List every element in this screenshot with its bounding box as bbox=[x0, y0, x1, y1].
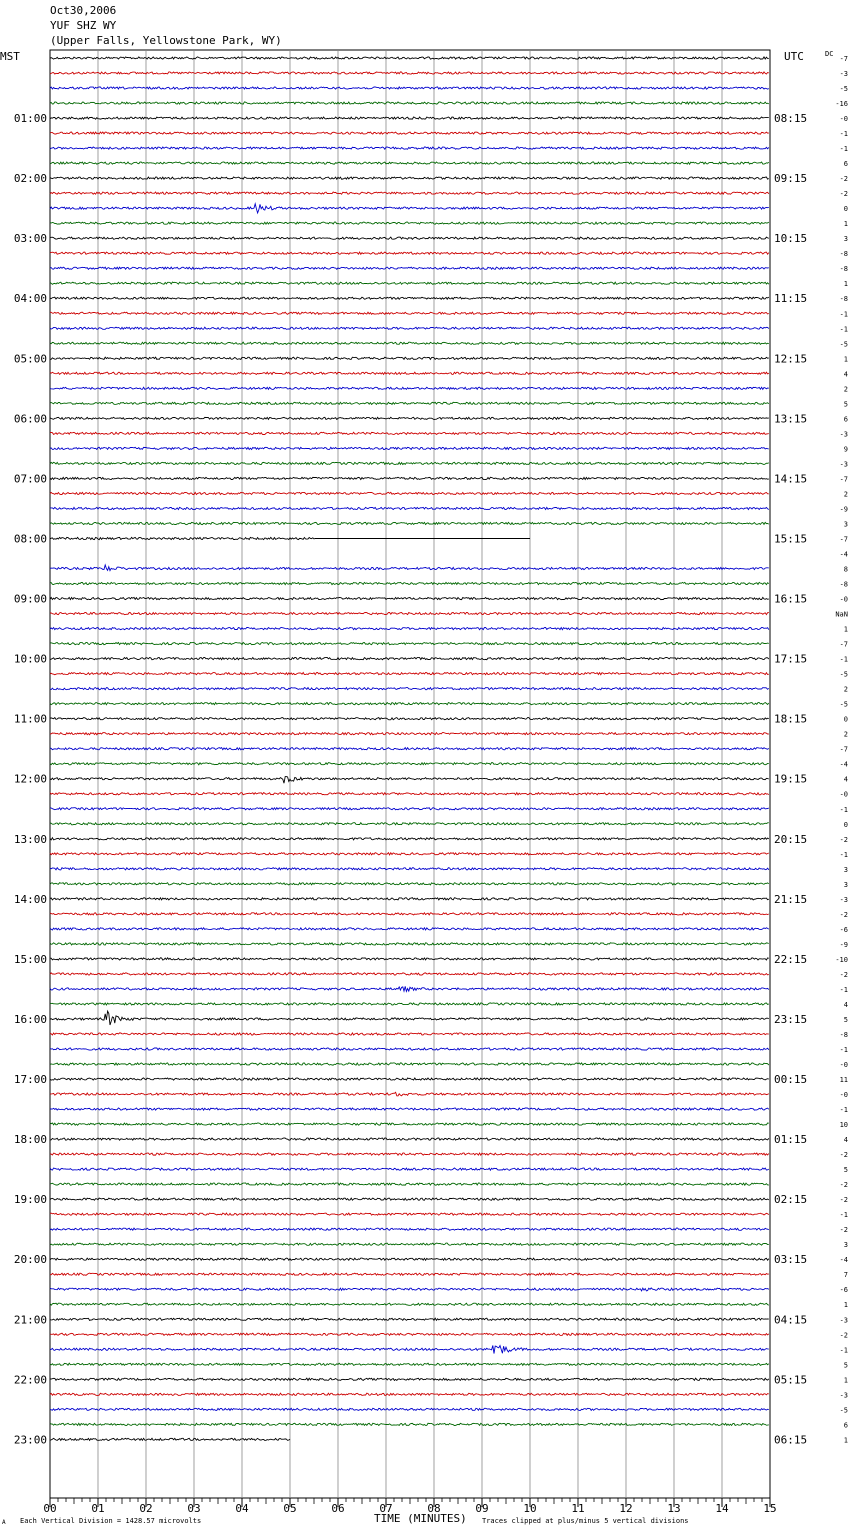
dc-offset-label: 6 bbox=[843, 1421, 848, 1430]
trace-line bbox=[50, 237, 769, 239]
dc-offset-label: 9 bbox=[843, 445, 848, 454]
trace-line bbox=[50, 507, 769, 509]
trace-line bbox=[50, 132, 769, 134]
trace-line bbox=[50, 1423, 769, 1425]
x-tick-label: 10 bbox=[523, 1502, 537, 1515]
trace-line bbox=[50, 565, 769, 571]
dc-offset-label: -8 bbox=[839, 580, 848, 589]
trace-line bbox=[50, 357, 769, 359]
dc-offset-label: -2 bbox=[839, 1226, 848, 1235]
right-hour-label: 05:15 bbox=[774, 1373, 808, 1387]
dc-offset-label: -3 bbox=[839, 430, 848, 439]
right-hour-label: 01:15 bbox=[774, 1133, 808, 1147]
dc-offset-label: -1 bbox=[839, 1045, 848, 1054]
trace-line bbox=[50, 883, 769, 885]
right-hour-label: 10:15 bbox=[774, 232, 808, 246]
right-hour-label: 22:15 bbox=[774, 952, 808, 966]
trace-line bbox=[50, 943, 769, 945]
dc-offset-label: -2 bbox=[839, 1196, 848, 1205]
right-hour-label: 18:15 bbox=[774, 712, 808, 726]
trace-line bbox=[50, 87, 769, 89]
trace-line bbox=[50, 1011, 769, 1025]
dc-offset-label: -5 bbox=[839, 340, 848, 349]
dc-offset-label: 3 bbox=[843, 865, 848, 874]
dc-offset-label: -0 bbox=[839, 790, 848, 799]
right-hour-label: 17:15 bbox=[774, 652, 808, 666]
trace-line bbox=[50, 1168, 769, 1170]
right-hour-label: 20:15 bbox=[774, 832, 808, 846]
x-tick-label: 07 bbox=[379, 1502, 393, 1515]
dc-offset-label: 3 bbox=[843, 520, 848, 529]
x-tick-label: 06 bbox=[331, 1502, 345, 1515]
left-hour-label: 14:00 bbox=[13, 892, 47, 906]
dc-offset-label: 4 bbox=[843, 775, 848, 784]
trace-line bbox=[50, 204, 769, 213]
trace-line bbox=[50, 447, 769, 449]
left-hour-label: 08:00 bbox=[13, 532, 47, 546]
left-hour-label: 06:00 bbox=[13, 412, 47, 426]
dc-header-label: DC bbox=[825, 50, 834, 58]
left-timezone-label: MST bbox=[0, 50, 20, 63]
x-tick-label: 15 bbox=[763, 1502, 777, 1515]
dc-offset-label: -3 bbox=[839, 1391, 848, 1400]
right-hour-label: 21:15 bbox=[774, 892, 808, 906]
trace-line bbox=[50, 1198, 769, 1200]
dc-offset-label: -3 bbox=[839, 1316, 848, 1325]
dc-offset-label: -2 bbox=[839, 970, 848, 979]
left-hour-label: 09:00 bbox=[13, 592, 47, 606]
trace-line bbox=[50, 898, 769, 900]
trace-line bbox=[50, 1363, 769, 1365]
trace-line bbox=[50, 628, 769, 630]
trace-line bbox=[50, 733, 769, 735]
trace-line bbox=[50, 1346, 769, 1354]
trace-line bbox=[50, 1063, 769, 1065]
dc-offset-label: 5 bbox=[843, 400, 848, 409]
trace-line bbox=[50, 1228, 769, 1230]
dc-offset-label: 10 bbox=[839, 1121, 848, 1130]
trace-line bbox=[50, 1183, 769, 1185]
trace-line bbox=[50, 673, 769, 675]
trace-line bbox=[50, 282, 769, 284]
right-hour-label: 19:15 bbox=[774, 772, 808, 786]
left-hour-label: 19:00 bbox=[13, 1193, 47, 1207]
trace-line bbox=[50, 1108, 769, 1110]
x-tick-label: 08 bbox=[427, 1502, 441, 1515]
dc-offset-label: 2 bbox=[843, 385, 848, 394]
trace-line bbox=[50, 387, 769, 389]
x-tick-label: 12 bbox=[619, 1502, 633, 1515]
trace-line bbox=[50, 748, 769, 750]
trace-line bbox=[50, 853, 769, 855]
dc-offset-label: 2 bbox=[843, 685, 848, 694]
corner-mark: A bbox=[2, 1519, 6, 1526]
trace-line bbox=[50, 477, 769, 479]
dc-offset-label: 2 bbox=[843, 490, 848, 499]
dc-offset-label: -1 bbox=[839, 325, 848, 334]
dc-offset-label: -8 bbox=[839, 250, 848, 259]
trace-line bbox=[50, 823, 769, 825]
x-axis-title: TIME (MINUTES) bbox=[374, 1512, 467, 1525]
left-hour-label: 16:00 bbox=[13, 1012, 47, 1026]
x-tick-label: 00 bbox=[43, 1502, 57, 1515]
header-date: Oct30,2006 bbox=[50, 4, 117, 17]
trace-line bbox=[50, 1153, 769, 1155]
trace-line bbox=[50, 808, 769, 810]
right-hour-label: 15:15 bbox=[774, 532, 808, 546]
trace-line bbox=[50, 372, 769, 374]
trace-line bbox=[50, 252, 769, 254]
dc-offset-label: -7 bbox=[839, 535, 848, 544]
trace-line bbox=[50, 402, 769, 404]
trace-line bbox=[50, 763, 769, 765]
trace-line bbox=[50, 1243, 769, 1245]
trace-line bbox=[50, 327, 769, 329]
dc-offset-label: -0 bbox=[839, 1061, 848, 1070]
right-hour-label: 13:15 bbox=[774, 412, 808, 426]
dc-offset-label: -1 bbox=[839, 985, 848, 994]
trace-line bbox=[50, 102, 769, 104]
dc-offset-label: -7 bbox=[839, 745, 848, 754]
trace-line bbox=[50, 1213, 769, 1215]
right-timezone-label: UTC bbox=[784, 50, 804, 63]
dc-offset-label: NaN bbox=[835, 610, 848, 619]
dc-offset-label: 5 bbox=[843, 1361, 848, 1370]
left-hour-label: 23:00 bbox=[13, 1433, 47, 1447]
trace-line bbox=[50, 72, 769, 74]
trace-line bbox=[50, 643, 769, 645]
label-group bbox=[14, 55, 848, 1515]
trace-line bbox=[50, 1003, 769, 1005]
trace-line bbox=[50, 958, 769, 960]
x-tick-label: 02 bbox=[139, 1502, 153, 1515]
dc-offset-label: 0 bbox=[843, 715, 848, 724]
x-tick-label: 09 bbox=[475, 1502, 489, 1515]
dc-offset-label: -2 bbox=[839, 910, 848, 919]
dc-offset-label: -3 bbox=[839, 70, 848, 79]
trace-line bbox=[50, 793, 769, 795]
trace-line bbox=[50, 177, 769, 179]
trace-line bbox=[50, 1123, 769, 1125]
right-hour-label: 04:15 bbox=[774, 1313, 808, 1327]
dc-offset-label: -9 bbox=[839, 940, 848, 949]
dc-offset-label: -5 bbox=[839, 670, 848, 679]
trace-line bbox=[50, 192, 769, 194]
dc-offset-label: -2 bbox=[839, 175, 848, 184]
trace-line bbox=[50, 1408, 769, 1410]
dc-offset-label: 1 bbox=[843, 1376, 848, 1385]
dc-offset-label: -3 bbox=[839, 460, 848, 469]
trace-line bbox=[50, 868, 769, 870]
left-hour-label: 22:00 bbox=[13, 1373, 47, 1387]
dc-offset-label: -8 bbox=[839, 295, 848, 304]
dc-offset-label: -1 bbox=[839, 655, 848, 664]
trace-line bbox=[50, 1438, 290, 1440]
x-tick-label: 04 bbox=[235, 1502, 249, 1515]
right-hour-label: 06:15 bbox=[774, 1433, 808, 1447]
dc-offset-label: -1 bbox=[839, 805, 848, 814]
dc-offset-label: 0 bbox=[843, 820, 848, 829]
trace-line bbox=[50, 703, 769, 705]
dc-offset-label: 1 bbox=[843, 1436, 848, 1445]
trace-line bbox=[50, 688, 769, 690]
trace-line bbox=[50, 1033, 769, 1035]
trace-line bbox=[50, 973, 769, 975]
dc-offset-label: 5 bbox=[843, 1015, 848, 1024]
left-hour-label: 05:00 bbox=[13, 352, 47, 366]
trace-line bbox=[50, 522, 769, 524]
trace-line bbox=[50, 597, 769, 599]
dc-offset-label: -8 bbox=[839, 1030, 848, 1039]
dc-offset-label: 8 bbox=[843, 565, 848, 574]
dc-offset-label: -10 bbox=[835, 955, 848, 964]
dc-offset-label: -8 bbox=[839, 265, 848, 274]
dc-offset-label: -4 bbox=[839, 1256, 848, 1265]
dc-offset-label: -0 bbox=[839, 595, 848, 604]
left-hour-label: 04:00 bbox=[13, 292, 47, 306]
trace-line bbox=[50, 147, 769, 149]
trace-line bbox=[50, 1288, 769, 1291]
header-location: (Upper Falls, Yellowstone Park, WY) bbox=[50, 34, 282, 47]
dc-offset-label: -0 bbox=[839, 1091, 848, 1100]
trace-line bbox=[50, 1258, 769, 1260]
dc-offset-label: -7 bbox=[839, 55, 848, 63]
dc-offset-label: -7 bbox=[839, 475, 848, 484]
dc-offset-label: -1 bbox=[839, 130, 848, 139]
trace-line bbox=[50, 222, 769, 224]
dc-offset-label: -4 bbox=[839, 550, 848, 559]
dc-offset-label: 11 bbox=[839, 1076, 848, 1085]
trace-line bbox=[50, 462, 769, 464]
right-hour-label: 08:15 bbox=[774, 112, 808, 126]
trace-line bbox=[50, 162, 769, 164]
right-hour-label: 14:15 bbox=[774, 472, 808, 486]
dc-offset-label: -2 bbox=[839, 1331, 848, 1340]
trace-line bbox=[50, 267, 769, 269]
trace-group bbox=[50, 57, 769, 1441]
left-hour-label: 11:00 bbox=[13, 712, 47, 726]
right-hour-label: 02:15 bbox=[774, 1193, 808, 1207]
trace-line bbox=[50, 777, 769, 784]
x-tick-label: 11 bbox=[571, 1502, 585, 1515]
x-tick-label: 14 bbox=[715, 1502, 729, 1515]
dc-offset-label: -3 bbox=[839, 895, 848, 904]
dc-offset-label: -9 bbox=[839, 505, 848, 514]
left-hour-label: 10:00 bbox=[13, 652, 47, 666]
trace-line bbox=[50, 1138, 769, 1140]
right-hour-label: 03:15 bbox=[774, 1253, 808, 1267]
trace-line bbox=[50, 492, 769, 494]
vertical-division-note: Each Vertical Division = 1428.57 microvolts bbox=[20, 1517, 202, 1525]
x-tick-label: 01 bbox=[91, 1502, 105, 1515]
x-tick-label: 13 bbox=[667, 1502, 681, 1515]
left-hour-label: 12:00 bbox=[13, 772, 47, 786]
dc-offset-label: -1 bbox=[839, 1106, 848, 1115]
clip-note: Traces clipped at plus/minus 5 vertical divisions bbox=[482, 1517, 689, 1525]
trace-line bbox=[50, 1393, 769, 1395]
left-hour-label: 18:00 bbox=[13, 1133, 47, 1147]
dc-offset-label: -1 bbox=[839, 1346, 848, 1355]
trace-line bbox=[50, 1378, 769, 1380]
dc-offset-label: 4 bbox=[843, 1136, 848, 1145]
dc-offset-label: 1 bbox=[843, 625, 848, 634]
left-hour-label: 17:00 bbox=[13, 1073, 47, 1087]
dc-offset-label: -5 bbox=[839, 85, 848, 94]
trace-line bbox=[50, 312, 769, 314]
trace-line bbox=[50, 838, 769, 840]
header-station: YUF SHZ WY bbox=[50, 19, 117, 32]
right-hour-label: 09:15 bbox=[774, 172, 808, 186]
dc-offset-label: -2 bbox=[839, 1151, 848, 1160]
left-hour-label: 02:00 bbox=[13, 172, 47, 186]
trace-line bbox=[50, 718, 769, 720]
right-hour-label: 12:15 bbox=[774, 352, 808, 366]
trace-line bbox=[50, 1318, 769, 1320]
trace-line bbox=[50, 57, 769, 59]
trace-line bbox=[50, 117, 769, 119]
dc-offset-label: -6 bbox=[839, 925, 848, 934]
right-hour-label: 16:15 bbox=[774, 592, 808, 606]
dc-offset-label: -2 bbox=[839, 190, 848, 199]
x-tick-label: 05 bbox=[283, 1502, 297, 1515]
trace-line bbox=[50, 432, 769, 434]
trace-line bbox=[50, 913, 769, 915]
dc-offset-label: -1 bbox=[839, 1211, 848, 1220]
left-hour-label: 15:00 bbox=[13, 952, 47, 966]
left-hour-label: 20:00 bbox=[13, 1253, 47, 1267]
dc-offset-label: -16 bbox=[835, 100, 848, 109]
dc-offset-label: -5 bbox=[839, 700, 848, 709]
left-hour-label: 01:00 bbox=[13, 112, 47, 126]
x-tick-label: 03 bbox=[187, 1502, 201, 1515]
dc-offset-label: 3 bbox=[843, 235, 848, 244]
trace-line bbox=[50, 1092, 769, 1096]
right-hour-label: 23:15 bbox=[774, 1012, 808, 1026]
dc-offset-label: -7 bbox=[839, 640, 848, 649]
trace-line bbox=[50, 613, 769, 615]
dc-offset-label: 1 bbox=[843, 1301, 848, 1310]
left-hour-label: 07:00 bbox=[13, 472, 47, 486]
dc-offset-label: 6 bbox=[843, 160, 848, 169]
dc-offset-label: 1 bbox=[843, 220, 848, 229]
dc-offset-label: -0 bbox=[839, 115, 848, 124]
dc-offset-label: -1 bbox=[839, 145, 848, 154]
trace-line bbox=[50, 297, 769, 299]
right-hour-label: 00:15 bbox=[774, 1073, 808, 1087]
trace-line bbox=[50, 1048, 769, 1050]
dc-offset-label: -4 bbox=[839, 760, 848, 769]
dc-offset-label: 3 bbox=[843, 1241, 848, 1250]
trace-line bbox=[50, 417, 769, 419]
dc-offset-label: 3 bbox=[843, 880, 848, 889]
trace-line bbox=[50, 582, 769, 584]
dc-offset-label: 1 bbox=[843, 280, 848, 289]
trace-line bbox=[50, 342, 769, 344]
trace-line bbox=[50, 928, 769, 930]
dc-offset-label: 0 bbox=[843, 205, 848, 214]
dc-offset-label: 7 bbox=[843, 1271, 848, 1280]
right-hour-label: 11:15 bbox=[774, 292, 808, 306]
trace-line bbox=[50, 658, 769, 660]
trace-line bbox=[50, 1078, 769, 1080]
left-hour-label: 21:00 bbox=[13, 1313, 47, 1327]
dc-offset-label: 1 bbox=[843, 355, 848, 364]
plot-frame bbox=[50, 50, 770, 1498]
dc-offset-label: -1 bbox=[839, 850, 848, 859]
left-hour-label: 03:00 bbox=[13, 232, 47, 246]
dc-offset-label: -2 bbox=[839, 835, 848, 844]
dc-offset-label: 4 bbox=[843, 370, 848, 379]
trace-line bbox=[50, 986, 769, 991]
dc-offset-label: -6 bbox=[839, 1286, 848, 1295]
dc-offset-label: 6 bbox=[843, 415, 848, 424]
dc-offset-label: 5 bbox=[843, 1166, 848, 1175]
left-hour-label: 13:00 bbox=[13, 832, 47, 846]
dc-offset-label: 2 bbox=[843, 730, 848, 739]
trace-line bbox=[50, 1273, 769, 1275]
dc-offset-label: -1 bbox=[839, 310, 848, 319]
dc-offset-label: 4 bbox=[843, 1000, 848, 1009]
dc-offset-label: -5 bbox=[839, 1406, 848, 1415]
trace-line bbox=[50, 1333, 769, 1335]
trace-line bbox=[50, 1303, 769, 1305]
dc-offset-label: -2 bbox=[839, 1181, 848, 1190]
